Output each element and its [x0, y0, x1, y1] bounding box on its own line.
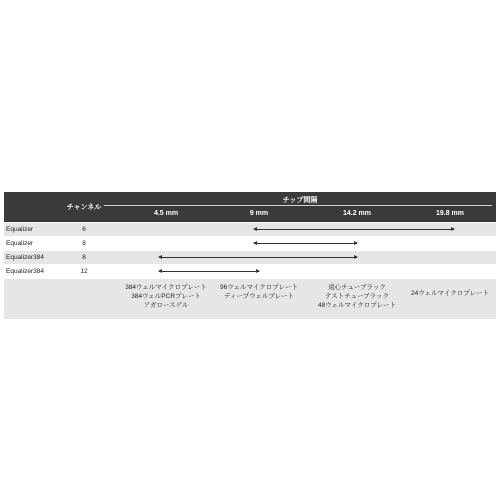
channel-count: 6 [82, 226, 86, 233]
channels-header: チャンネル [66, 204, 102, 211]
model-name: Equalizer [6, 240, 34, 247]
column-19-8mm: 19.8 mm [435, 210, 465, 217]
column-4-5mm: 4.5 mm [153, 210, 179, 217]
labware-row [4, 278, 496, 319]
model-name: Equalizer [6, 226, 34, 233]
table-row [4, 250, 496, 264]
tip-spacing-table [4, 192, 496, 319]
labware-item: 96ウェルマイクロプレート [220, 284, 298, 291]
labware-cell-14-2mm [309, 283, 405, 310]
labware-item: テストチューブラック [324, 293, 390, 300]
table-header [4, 192, 496, 222]
table-row [4, 236, 496, 250]
channel-count: 8 [82, 240, 86, 247]
range-arrow [159, 257, 357, 258]
table-row [4, 222, 496, 236]
tip-spacing-header: チップ間隔 [282, 197, 318, 204]
channel-count: 12 [80, 268, 88, 275]
range-arrow [254, 243, 357, 244]
model-name: Equalizer384 [6, 254, 44, 261]
labware-item: 384ウェルPCRプレート [131, 293, 201, 300]
labware-cell-4-5mm [118, 283, 214, 310]
channel-count: 8 [82, 254, 86, 261]
column-14-2mm: 14.2 mm [342, 210, 372, 217]
labware-item: アガロースゲル [143, 302, 189, 309]
header-divider [104, 205, 492, 206]
labware-item: 24ウェルマイクロプレート [411, 290, 489, 297]
labware-item: ディープウェルプレート [223, 293, 295, 300]
labware-cell-19-8mm [402, 289, 498, 298]
model-name: Equalizer384 [6, 268, 44, 275]
range-arrow [254, 229, 454, 230]
labware-item: 48ウェルマイクロプレート [318, 302, 396, 309]
table-row [4, 264, 496, 278]
labware-cell-9mm [211, 283, 307, 301]
labware-item: 384ウェルマイクロプレート [125, 284, 207, 291]
range-arrow [159, 271, 259, 272]
labware-item: 遠心チューブラック [328, 284, 386, 291]
column-9mm: 9 mm [249, 210, 269, 217]
